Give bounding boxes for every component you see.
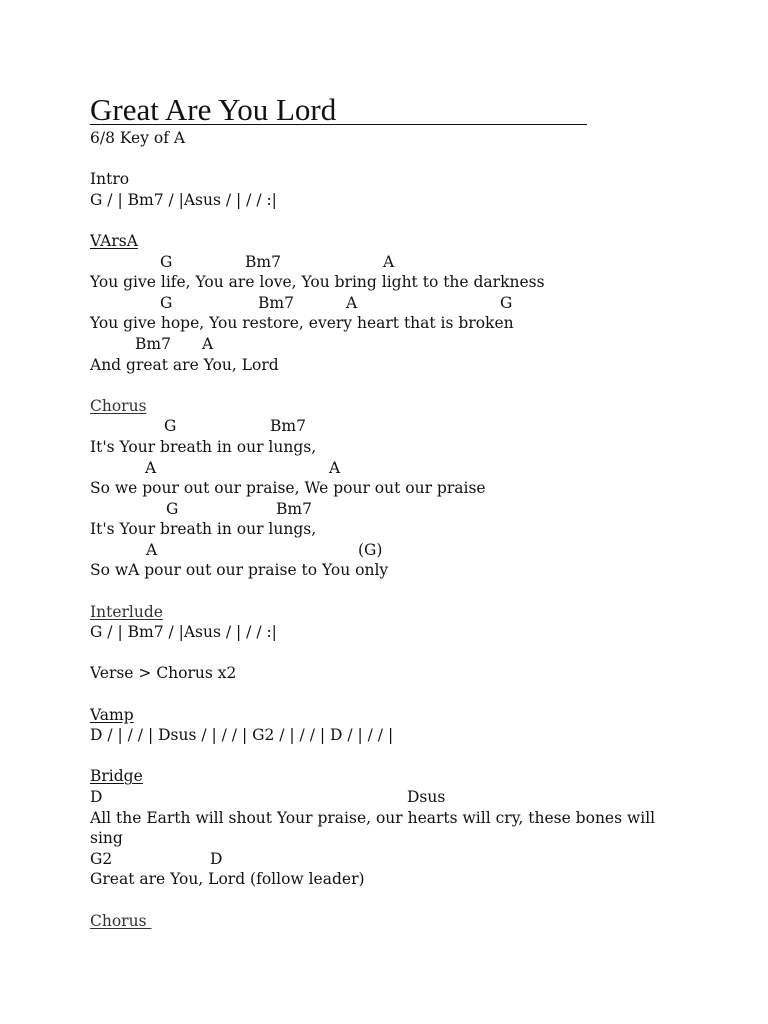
chord: D <box>90 788 103 806</box>
chord: A <box>383 252 395 271</box>
chorus-lyric-3: It's Your breath in our lungs, <box>90 520 317 539</box>
verse-chord-line-2 <box>90 293 680 314</box>
verse-heading: VArsA <box>90 231 138 250</box>
bridge-lyric-1: All the Earth will shout Your praise, our hearts will cry, these bones will sing <box>90 808 656 848</box>
song-title: Great Are You Lord <box>90 92 337 127</box>
song-order: Verse > Chorus x2 <box>90 664 237 683</box>
verse-lyric-2: You give hope, You restore, every heart that is broken <box>90 314 514 333</box>
bridge-heading: Bridge <box>90 767 143 786</box>
chorus-lyric-2: So we pour out our praise, We pour out our praise <box>90 479 486 498</box>
chorus-chord-line-3 <box>90 499 680 520</box>
vamp-heading: Vamp <box>90 705 134 724</box>
chord: G <box>164 417 177 436</box>
chord: Bm7 <box>270 417 306 436</box>
chord: A <box>202 334 214 353</box>
chord: Bm7 <box>135 334 171 353</box>
verse-lyric-3: And great are You, Lord <box>90 355 279 374</box>
chord: D <box>210 849 223 868</box>
chord: A <box>145 458 157 477</box>
chord: A <box>146 540 158 559</box>
vamp-chords: D / | / / | Dsus / | / / | G2 / | / / | D / | / / | <box>90 726 394 745</box>
interlude-heading: Interlude <box>90 602 163 621</box>
chord: Bm7 <box>276 499 312 518</box>
chorus-chord-line-4 <box>90 540 680 561</box>
intro-heading: Intro <box>90 170 130 189</box>
chord: Dsus <box>407 788 446 806</box>
song-meta: 6/8 Key of A <box>90 129 186 147</box>
verse-chord-line-3 <box>90 334 680 355</box>
chorus-lyric-4: So wA pour out our praise to You only <box>90 561 389 580</box>
chorus-chord-line-2 <box>90 458 680 479</box>
bridge-chord-line-2 <box>90 849 680 870</box>
chord: G <box>500 293 513 312</box>
chord: A <box>329 458 341 477</box>
chorus-heading: Chorus <box>90 396 147 415</box>
chord: A <box>346 293 358 312</box>
chord: G2 <box>90 849 113 868</box>
verse-lyric-1: You give life, You are love, You bring light to the darkness <box>90 273 545 292</box>
chord: G <box>160 293 173 312</box>
interlude-chords: G / | Bm7 / |Asus / | / / :| <box>90 623 277 642</box>
chorus-chord-line-1 <box>90 416 680 437</box>
chord: Bm7 <box>258 293 294 312</box>
bridge-lyric-2: Great are You, Lord (follow leader) <box>90 870 365 889</box>
intro-chords: G / | Bm7 / |Asus / | / / :| <box>90 190 277 209</box>
bridge-chord-line-1 <box>90 787 680 808</box>
chord: Bm7 <box>245 252 281 271</box>
chorus-lyric-1: It's Your breath in our lungs, <box>90 437 317 456</box>
ending-chorus-heading: Chorus <box>90 911 152 930</box>
title-block <box>90 92 680 128</box>
verse-chord-line-1 <box>90 252 680 273</box>
chord-sheet <box>90 92 680 931</box>
chord: G <box>166 499 179 518</box>
chord: (G) <box>358 540 383 559</box>
title-underline <box>90 124 587 125</box>
chord: G <box>160 252 173 271</box>
